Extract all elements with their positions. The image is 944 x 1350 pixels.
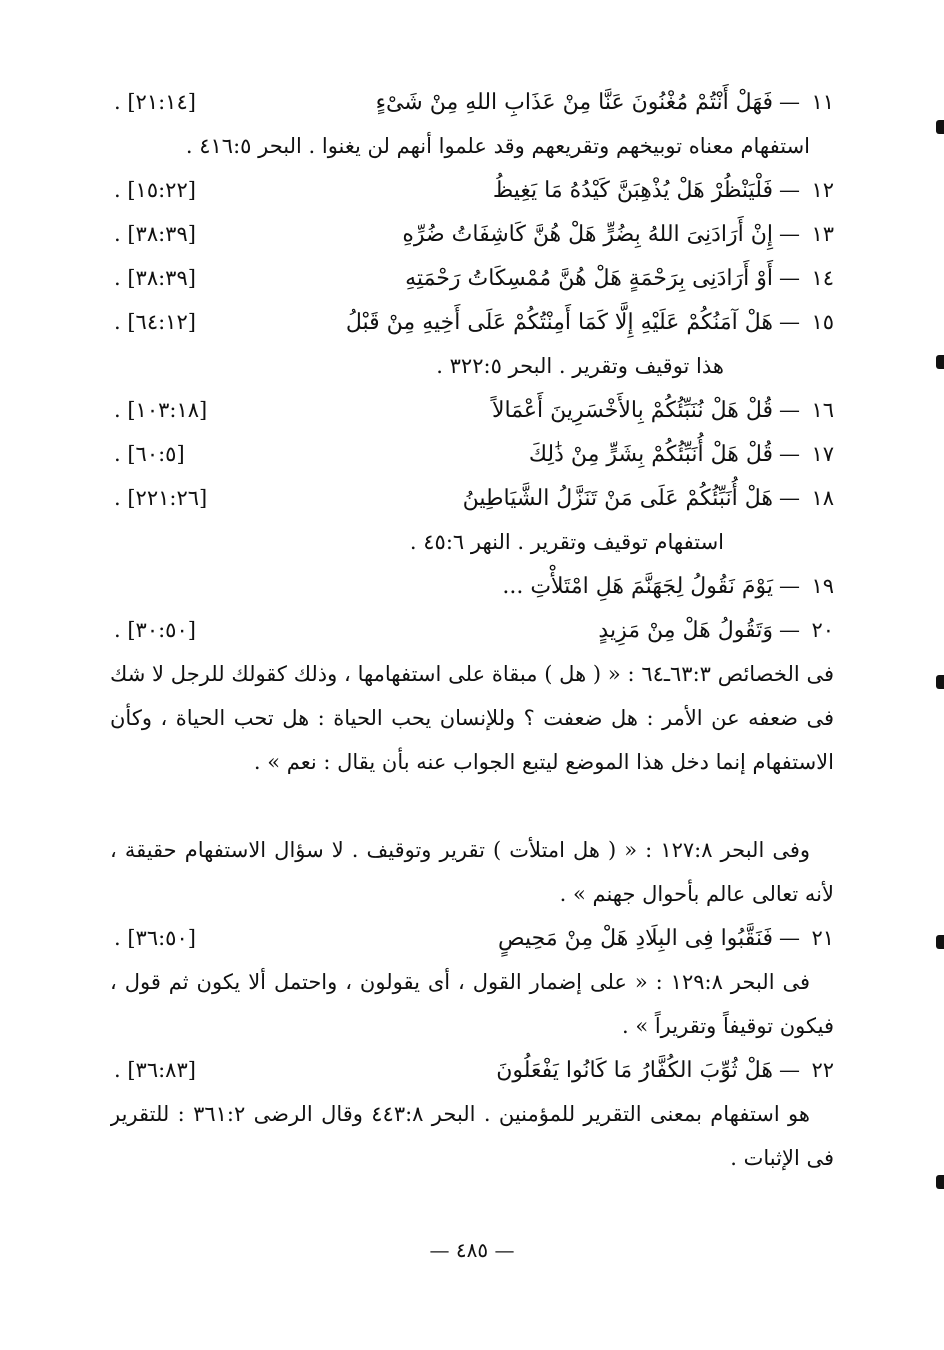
verse-number: ١٩ [811,574,834,598]
verse-text: قُلْ هَلْ نُنَبِّئُكُمْ بِالأَخْسَرِينَ أَعْمَالاً [491,398,773,423]
verse-text: فَهَلْ أَنْتُمْ مُغْنُونَ عَنَّا مِنْ عَذَابِ اللهِ مِنْ شَىْءٍ [375,90,773,115]
verse-number: ١٣ [811,222,834,246]
verse-line [110,432,834,476]
verse-number: ٢١ [811,926,834,950]
verse-reference: [٦٠:٥] . [114,442,185,466]
verse-dash: — [779,1058,800,1082]
verse-dash: — [779,90,800,114]
verse-text: هَلْ أُنَبِّئُكُمْ عَلَى مَنْ تَنَزَّلُ الشَّيَاطِينُ [462,486,773,511]
page-body [110,80,834,1180]
verse-reference: [١٥:٢٢] . [114,178,196,202]
verse-line [110,388,834,432]
verse-dash: — [779,618,800,642]
verse-dash: — [779,222,800,246]
verse-dash: — [779,310,800,334]
verse-text: أَوْ أَرَادَنِى بِرَحْمَةٍ هَلْ هُنَّ مُمْسِكَاتُ رَحْمَتِهِ [405,266,773,291]
commentary-paragraph: وفى البحر ١٢٧:٨ : « ( هل امتلأت ) تقرير وتوقيف . لا سؤال الاستفهام حقيقة ، لأنه تعالى عالم بأحوال جهنم » . [110,838,834,906]
verse-number: ١٢ [811,178,834,202]
verse-reference: [٣٨:٣٩] . [114,266,196,290]
verse-reference: [١٠٣:١٨] . [114,398,208,422]
verse-reference: [٢٢١:٢٦] . [114,486,208,510]
verse-number: ١٧ [811,442,834,466]
verse-reference: [٣٠:٥٠] . [114,618,196,642]
verse-line [110,256,834,300]
verse-number: ١٤ [811,266,834,290]
verse-dash: — [779,486,800,510]
verse-dash: — [779,266,800,290]
verse-text: وَتَقُولُ هَلْ مِنْ مَزِيدٍ [598,618,773,643]
verse-line [110,80,834,124]
commentary-line: استفهام معناه توبيخهم وتقريعهم وقد علموا أنهم لن يغنوا . البحر ٤١٦:٥ . [185,134,810,158]
binding-mark [936,355,944,369]
commentary-paragraph: فى البحر ١٢٩:٨ : « على إضمار القول ، أى يقولون ، واحتمل ألا يكون ثم قول ، فيكون توقيفاً وتقريراً » . [110,970,834,1038]
verse-text: إِنْ أَرَادَنِىَ اللهُ بِضُرٍّ هَلْ هُنَّ كَاشِفَاتُ ضُرِّهِ [402,222,773,247]
verse-number: ١٨ [811,486,834,510]
verse-number: ٢٢ [811,1058,834,1082]
verse-line [110,168,834,212]
verse-number: ١١ [811,90,834,114]
verse-reference: [٣٦:٥٠] . [114,926,196,950]
verse-text: هَلْ ثُوِّبَ الكُفَّارُ مَا كَانُوا يَفْعَلُونَ [496,1058,773,1083]
verse-text: يَوْمَ نَقُولُ لِجَهَنَّمَ هَلِ امْتَلأْتِ ... [502,574,773,599]
binding-mark [936,675,944,689]
verse-line [110,608,834,652]
verse-text: فَلْيَنْظُرْ هَلْ يُذْهِبَنَّ كَيْدُهُ مَا يَغِيظُ [492,178,773,203]
verse-text: فَنَقَّبُوا فِى البِلَادِ هَلْ مِنْ مَحِيصٍ [498,926,773,951]
binding-mark [936,1175,944,1189]
verse-dash: — [779,178,800,202]
commentary-paragraph: هو استفهام بمعنى التقرير للمؤمنين . البحر ٤٤٣:٨ وقال الرضى ٣٦١:٢ : للتقرير فى الإثبات . [110,1102,834,1170]
verse-reference: [٢١:١٤] . [114,90,196,114]
page-number: — ٤٨٥ — [429,1238,515,1262]
verse-dash: — [779,442,800,466]
verse-reference: [٣٨:٣٩] . [114,222,196,246]
verse-number: ٢٠ [811,618,834,642]
verse-text: هَلْ آمَنُكُمْ عَلَيْهِ إِلَّا كَمَا أَمِنْتُكُمْ عَلَى أَخِيهِ مِنْ قَبْلُ [345,310,773,335]
commentary-line: هذا توقيف وتقرير . البحر ٣٢٢:٥ . [436,354,724,378]
verse-line [110,1048,834,1092]
verse-dash: — [779,926,800,950]
verse-line [110,476,834,520]
commentary-line: استفهام توقيف وتقرير . النهر ٤٥:٦ . [409,530,724,554]
verse-number: ١٥ [811,310,834,334]
binding-mark [936,120,944,134]
verse-line [110,212,834,256]
verse-reference: [٦٤:١٢] . [114,310,196,334]
verse-dash: — [779,398,800,422]
verse-line [110,300,834,344]
verse-line [110,916,834,960]
verse-dash: — [779,574,800,598]
verse-number: ١٦ [811,398,834,422]
binding-mark [936,935,944,949]
verse-line [110,564,834,608]
verse-text: قُلْ هَلْ أُنَبِّئُكُمْ بِشَرٍّ مِنْ ذَٰلِكَ [528,442,773,467]
commentary-paragraph: فى الخصائص ٦٣:٣ـ٦٤ : « ( هل ) مبقاة على استفهامها ، وذلك كقولك للرجل لا شك فى ضعفه عن الأمر : هل ضعفت ؟ وللإنسان يحب الحياة : هل تحب الحياة ، وكأن الاستفهام إنما دخل هذا الموضع ليتبع الجواب عنه بأن يقال : نعم » . [110,662,834,774]
verse-reference: [٣٦:٨٣] . [114,1058,196,1082]
